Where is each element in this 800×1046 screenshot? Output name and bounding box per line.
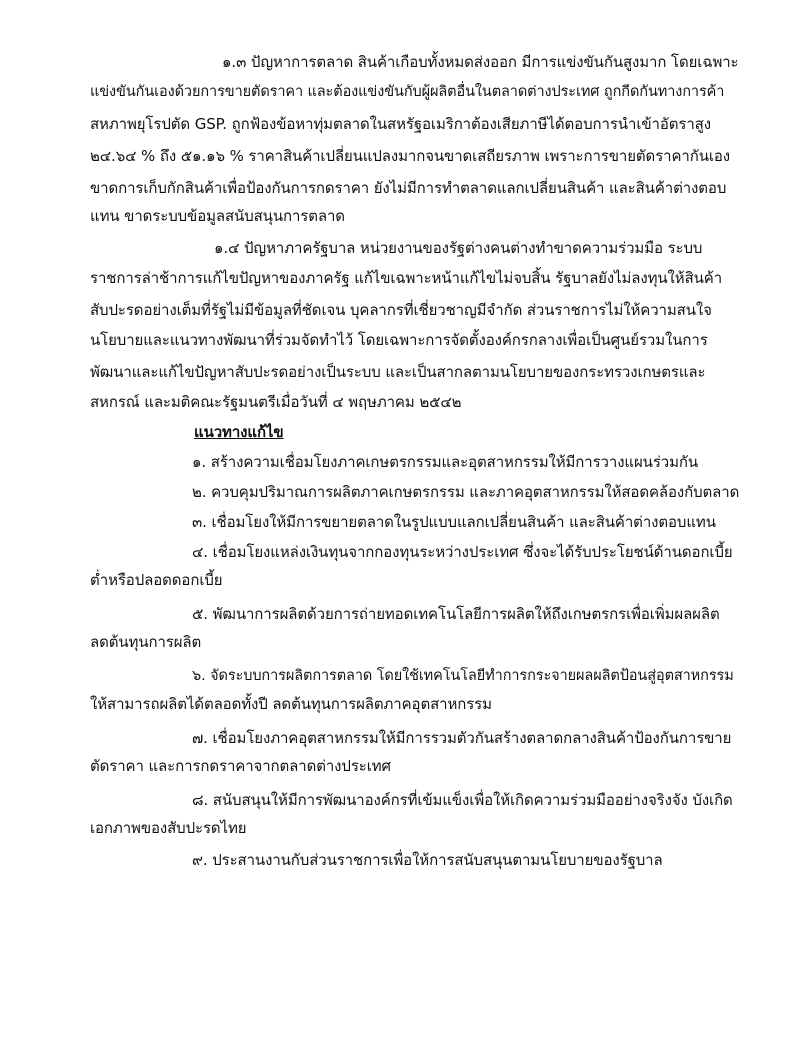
paragraph-1-3-line-3: สหภาพยุโรปตัด GSP. ถูกฟ้องข้อหาทุ่มตลาดในสหรัฐอเมริกาต้องเสียภาษีได้ตอบการนำเข้าอัตราสูง — [90, 115, 711, 133]
paragraph-1-3-line-4: ๒๔.๖๔ % ถึง ๕๑.๑๖ % ราคาสินค้าเปลี่ยนแปลงมากจนขาดเสถียรภาพ เพราะการขายตัดราคากันเอง — [90, 147, 731, 165]
item-4-line-1: ๔. เชื่อมโยงแหล่งเงินทุนจากกองทุนระหว่างประเทศ ซึ่งจะได้รับประโยชน์ด้านดอกเบี้ย — [192, 543, 733, 561]
item-1: ๑. สร้างความเชื่อมโยงภาคเกษตรกรรมและอุตสาหกรรมให้มีการวางแผนร่วมกัน — [192, 453, 699, 471]
item-6-line-1: ๖. จัดระบบการผลิตการตลาด โดยใช้เทคโนโลยีทำการกระจายผลผลิตป้อนสู่อุตสาหกรรม — [192, 668, 734, 684]
paragraph-1-4-line-1: ๑.๔ ปัญหาภาครัฐบาล หน่วยงานของรัฐต่างคนต่างทำขาดความร่วมมือ ระบบ — [214, 239, 703, 257]
item-7-line-1: ๗. เชื่อมโยงภาคอุตสาหกรรมให้มีการรวมตัวกันสร้างตลาดกลางสินค้าป้องกันการขาย — [192, 729, 732, 747]
paragraph-1-3-line-2: แข่งขันกันเองด้วยการขายตัดราคา และต้องแข่งขันกับผู้ผลิตอื่นในตลาดต่างประเทศ ถูกกีดกันทางการค้า — [90, 84, 725, 100]
section-heading: แนวทางแก้ไข — [194, 423, 284, 441]
item-9: ๙. ประสานงานกับส่วนราชการเพื่อให้การสนับสนุนตามนโยบายของรัฐบาล — [192, 851, 663, 869]
paragraph-1-4-line-3: สับปะรดอย่างเต็มที่รัฐไม่มีข้อมูลที่ชัดเจน บุคลากรที่เชี่ยวชาญมีจำกัด ส่วนราชการไม่ให้ความสนใจ — [90, 301, 712, 319]
item-2: ๒. ควบคุมปริมาณการผลิตภาคเกษตรกรรม และภาคอุตสาหกรรมให้สอดคล้องกับตลาด — [192, 483, 740, 501]
item-6-line-2: ให้สามารถผลิตได้ตลอดทั้งปี ลดต้นทุนการผลิตภาคอุตสาหกรรม — [90, 695, 492, 713]
paragraph-1-4-line-5: พัฒนาและแก้ไขปัญหาสับปะรดอย่างเป็นระบบ และเป็นสากลตามนโยบายของกระทรวงเกษตรและ — [90, 363, 706, 381]
item-3: ๓. เชื่อมโยงให้มีการขยายตลาดในรูปแบบแลกเปลี่ยนสินค้า และสินค้าต่างตอบแทน — [192, 513, 716, 531]
paragraph-1-3-line-6: แทน ขาดระบบข้อมูลสนับสนุนการตลาด — [90, 207, 345, 225]
item-5-line-1: ๕. พัฒนาการผลิตด้วยการถ่ายทอดเทคโนโลยีการผลิตให้ถึงเกษตรกรเพื่อเพิ่มผลผลิต — [192, 605, 720, 623]
paragraph-1-4-line-4: นโยบายและแนวทางพัฒนาที่ร่วมจัดทำไว้ โดยเฉพาะการจัดตั้งองค์กรกลางเพื่อเป็นศูนย์รวมในการ — [90, 331, 708, 349]
paragraph-1-3-line-5: ขาดการเก็บกักสินค้าเพื่อป้องกันการกดราคา ยังไม่มีการทำตลาดแลกเปลี่ยนสินค้า และสินค้าต่างตอบ — [90, 179, 727, 197]
paragraph-1-4-line-2: ราชการล่าช้าการแก้ไขปัญหาของภาครัฐ แก้ไขเฉพาะหน้าแก้ไขไม่จบสิ้น รัฐบาลยังไม่ลงทุนให้สินค้า — [90, 269, 723, 287]
paragraph-1-4-line-6: สหกรณ์ และมติคณะรัฐมนตรีเมื่อวันที่ ๔ พฤษภาคม ๒๕๔๒ — [90, 393, 462, 411]
item-5-line-2: ลดต้นทุนการผลิต — [90, 633, 202, 651]
item-8-line-1: ๘. สนับสนุนให้มีการพัฒนาองค์กรที่เข้มแข็งเพื่อให้เกิดความร่วมมืออย่างจริงจัง บังเกิด — [192, 791, 733, 809]
item-8-line-2: เอกภาพของสับปะรดไทย — [90, 819, 247, 837]
item-4-line-2: ต่ำหรือปลอดดอกเบี้ย — [90, 571, 223, 589]
paragraph-1-3-line-1: ๑.๓ ปัญหาการตลาด สินค้าเกือบทั้งหมดส่งออก มีการแข่งขันกันสูงมาก โดยเฉพาะ — [222, 53, 739, 71]
item-7-line-2: ตัดราคา และการกดราคาจากตลาดต่างประเทศ — [90, 757, 391, 775]
